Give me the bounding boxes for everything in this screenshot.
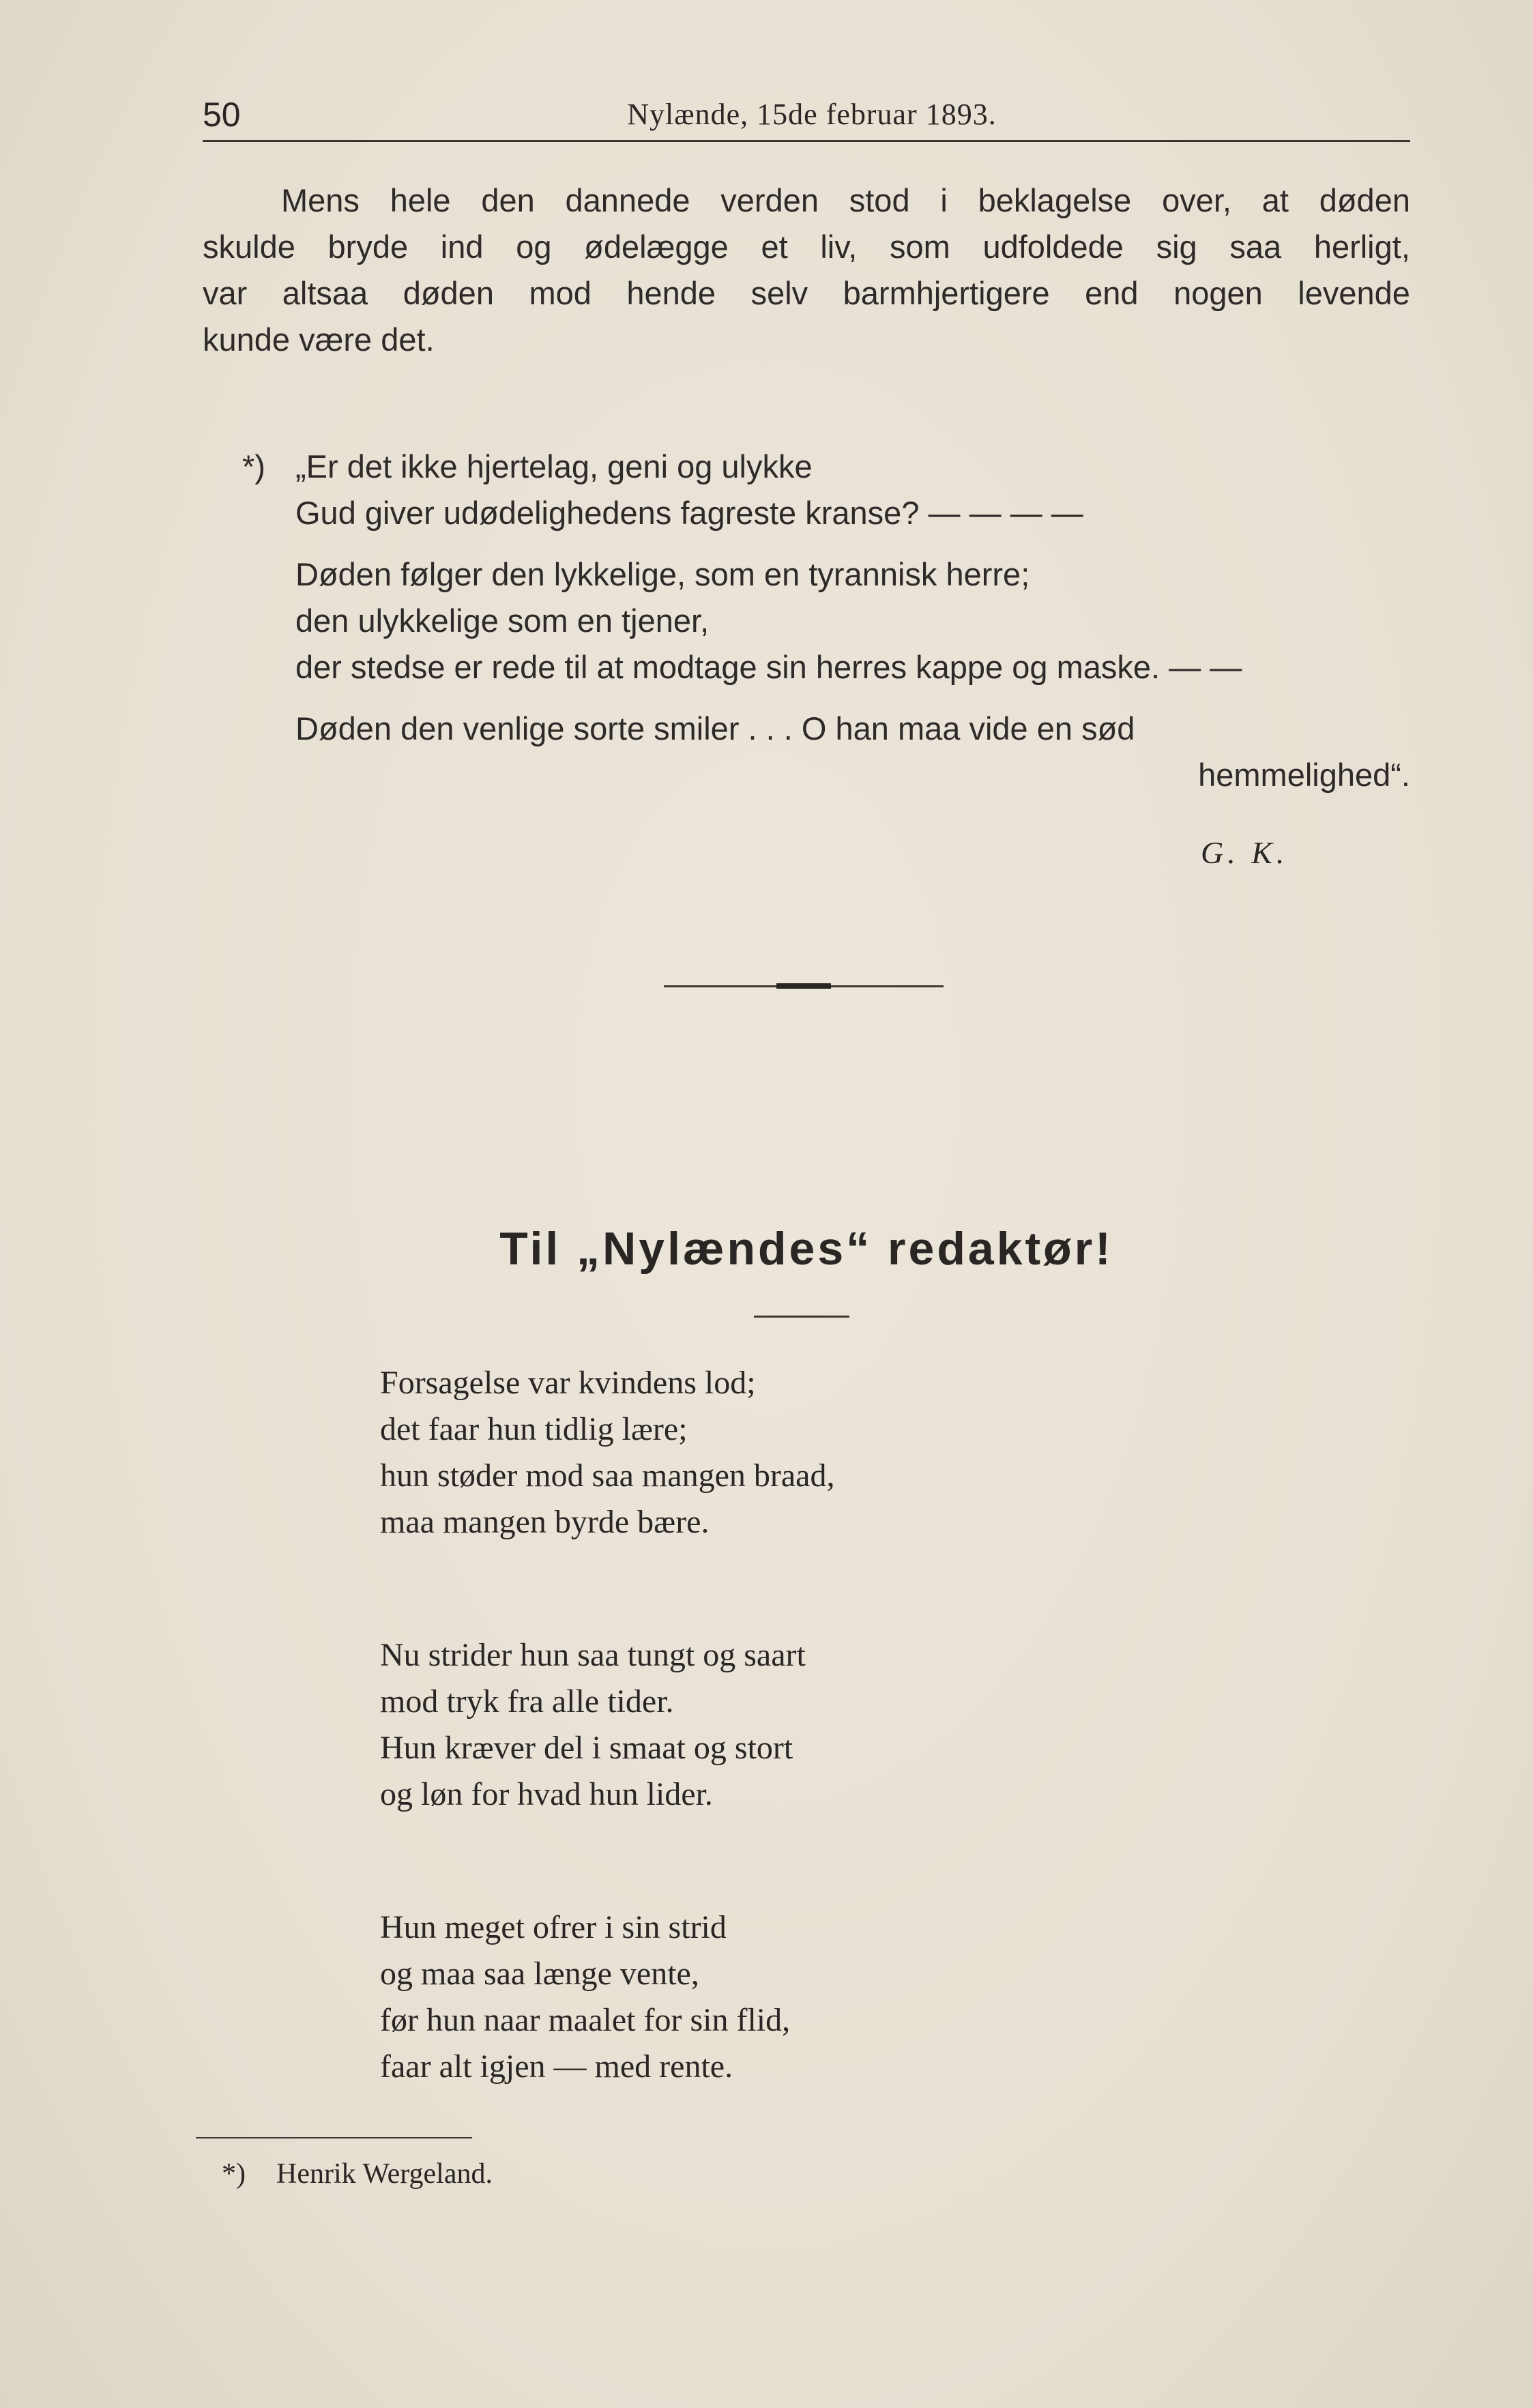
poem	[380, 1360, 1199, 2177]
footnote-rule	[196, 2137, 472, 2138]
intro-line: Mens hele den dannede verden stod i beklagelse over, at døden	[281, 182, 1410, 218]
poem-line: hun støder mod saa mangen braad,	[380, 1457, 835, 1494]
poem-line: Forsagelse var kvindens lod;	[380, 1365, 756, 1401]
poem-line: Nu strider hun saa tungt og saart	[380, 1637, 806, 1673]
running-head: Nylænde, 15de februar 1893.	[627, 98, 997, 131]
footnote-quote	[242, 444, 1410, 798]
footnote-marker: *)	[222, 2158, 246, 2190]
poem-line: mod tryk fra alle tider.	[380, 1683, 674, 1720]
poem-line: maa mangen byrde bære.	[380, 1504, 710, 1540]
quote-line: Døden følger den lykkelige, som en tyrannisk herre;	[295, 556, 1030, 592]
quote-line: hemmelighed“.	[1198, 757, 1410, 793]
quote-line: Gud giver udødelighedens fagreste kranse? — — — —	[295, 495, 1083, 531]
poem-stanza	[380, 1904, 1199, 2090]
poem-line: før hun naar maalet for sin flid,	[380, 2002, 791, 2038]
footnote-quote-marker: *)	[242, 448, 265, 484]
intro-paragraph	[203, 177, 1410, 363]
poem-line: faar alt igjen — med rente.	[380, 2048, 733, 2085]
poem-stanza	[380, 1632, 1199, 1818]
section-divider	[664, 985, 944, 987]
poem-line: det faar hun tidlig lære;	[380, 1411, 688, 1447]
section-divider-ornament	[776, 983, 831, 989]
poem-title: Til „Nylændes“ redaktør!	[499, 1223, 1113, 1275]
poem-line: Hun meget ofrer i sin strid	[380, 1909, 727, 1945]
quote-line: „Er det ikke hjertelag, geni og ulykke	[295, 448, 813, 484]
poem-stanza	[380, 1360, 1199, 1546]
footnote	[222, 2155, 493, 2193]
poem-line: Hun kræver del i smaat og stort	[380, 1730, 793, 1766]
title-rule	[754, 1316, 849, 1318]
footnote-text: Henrik Wergeland.	[276, 2158, 493, 2190]
quote-signature: G. K.	[1201, 835, 1289, 870]
intro-line: skulde bryde ind og ødelægge et liv, som udfoldede sig saa herligt,	[203, 229, 1410, 265]
quote-line: den ulykkelige som en tjener,	[295, 603, 710, 639]
poem-line: og løn for hvad hun lider.	[380, 1776, 713, 1812]
intro-line: kunde være det.	[203, 321, 435, 358]
intro-line: var altsaa døden mod hende selv barmhjertigere end nogen levende	[203, 275, 1410, 311]
quote-line: Døden den venlige sorte smiler . . . O han maa vide en sød	[295, 710, 1135, 746]
quote-line: der stedse er rede til at modtage sin herres kappe og maske. — —	[295, 649, 1242, 685]
header-rule	[203, 140, 1410, 142]
poem-line: og maa saa længe vente,	[380, 1956, 699, 1992]
page-number: 50	[203, 96, 241, 134]
